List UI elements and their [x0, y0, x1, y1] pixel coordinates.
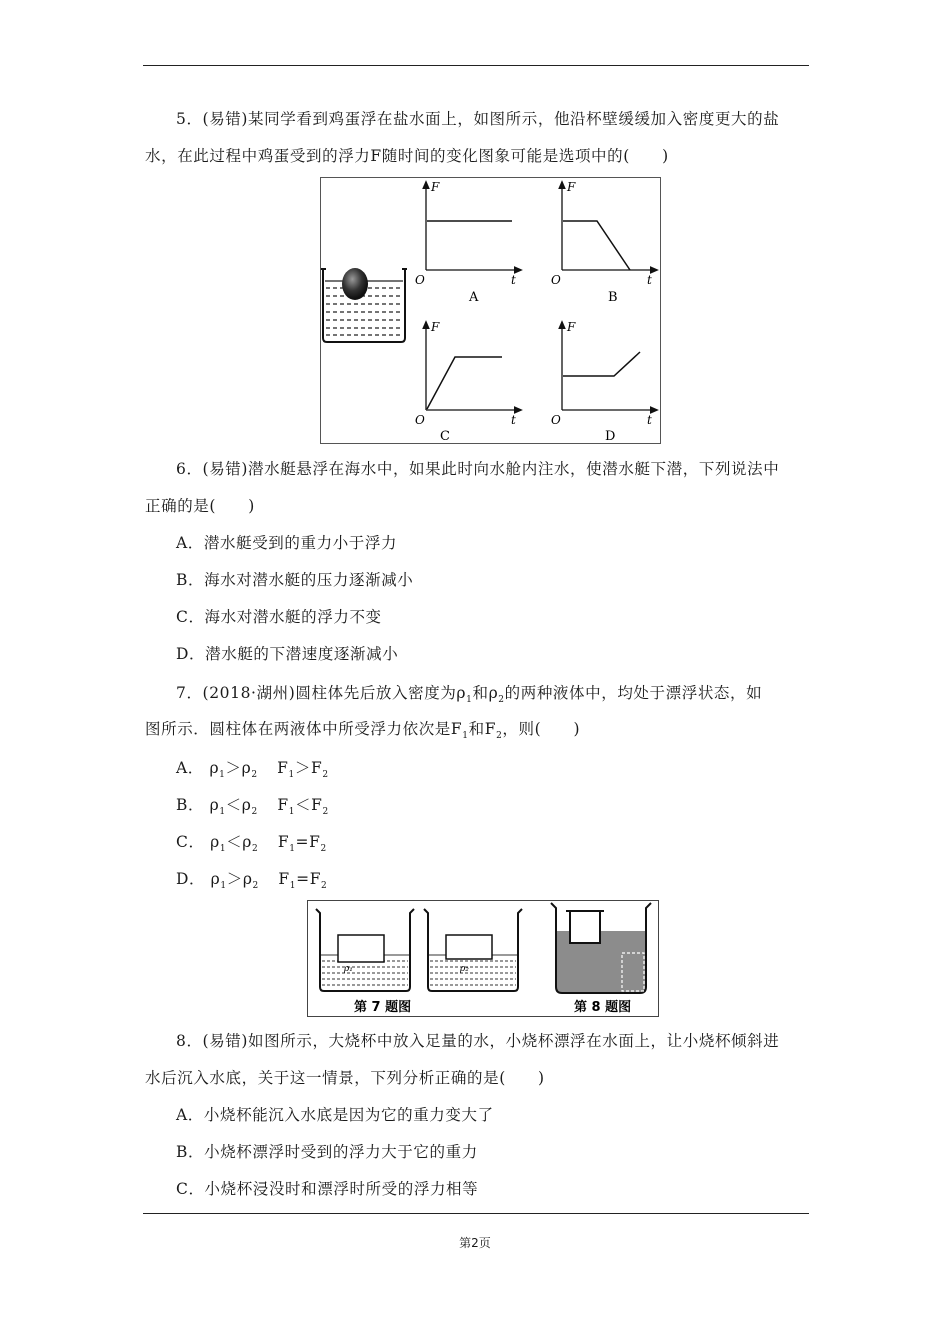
- f-symbol: F: [277, 796, 289, 814]
- graph-d: [551, 320, 655, 443]
- q7-figure-caption: 第 7 题图: [354, 1000, 412, 1015]
- graph-a-origin: O: [415, 273, 425, 287]
- graph-c-x-label: t: [511, 413, 516, 427]
- graph-a-x-label: t: [511, 273, 516, 287]
- q7-option-c: [176, 832, 327, 859]
- f-symbol: F: [309, 833, 321, 851]
- footer-rule: [143, 1213, 809, 1214]
- beaker-rho2: [424, 909, 522, 991]
- q7-option-a-letter: A．: [176, 759, 204, 777]
- q8-option-b: B．小烧杯漂浮时受到的浮力大于它的重力: [176, 1143, 478, 1161]
- graph-d-x-label: t: [647, 413, 652, 427]
- graph-d-line: [563, 352, 640, 376]
- beaker-rho1: [316, 909, 414, 991]
- q7-l2b: 和F: [468, 720, 497, 738]
- rho-symbol: ρ: [242, 870, 253, 888]
- cylinder-2: [446, 935, 492, 959]
- sub: 1: [288, 807, 296, 817]
- relation: ＞: [225, 759, 242, 777]
- q6-option-a: A．潜水艇受到的重力小于浮力: [176, 534, 398, 552]
- graph-c-line: [427, 357, 502, 409]
- q7-option-c-letter: C．: [176, 833, 205, 851]
- sub: 2: [251, 844, 259, 854]
- rho1-label: ρ₁: [344, 964, 353, 974]
- graph-b-caption: B: [608, 290, 618, 305]
- sub: 1: [220, 881, 227, 891]
- graph-b: [551, 180, 655, 305]
- q8-option-a: A．小烧杯能沉入水底是因为它的重力变大了: [176, 1106, 494, 1124]
- q6-stem-line2: 正确的是( ): [145, 497, 255, 515]
- q5-figure-svg: [321, 178, 660, 443]
- rho-symbol: ρ: [241, 796, 252, 814]
- q6-option-d: D．潜水艇的下潜速度逐渐减小: [176, 645, 399, 663]
- sub: 1: [219, 844, 227, 854]
- rho-symbol: ρ: [242, 833, 252, 851]
- graph-c-y-label: F: [431, 320, 440, 334]
- graph-d-caption: D: [605, 429, 616, 443]
- f-symbol: F: [310, 759, 323, 777]
- rho-symbol: ρ: [210, 833, 220, 851]
- q7-option-d: [176, 869, 327, 896]
- rho-symbol: ρ: [241, 759, 252, 777]
- q7-q8-figure-svg: [308, 901, 658, 1016]
- graph-c-caption: C: [440, 429, 450, 443]
- q8-option-c: C．小烧杯浸没时和漂浮时所受的浮力相等: [176, 1180, 479, 1198]
- rho-symbol: ρ: [210, 870, 221, 888]
- q7-option-b-letter: B．: [176, 796, 205, 814]
- q7-sub2: 2: [498, 695, 505, 705]
- sub: 2: [322, 807, 329, 817]
- q5-figure: [320, 177, 661, 444]
- q7-option-a: [176, 758, 329, 785]
- q7-l2a: 图所示．圆柱体在两液体中所受浮力依次是F: [145, 720, 463, 738]
- relation: ＜: [225, 796, 242, 814]
- sub: 1: [289, 881, 297, 891]
- q7-l1b: 和ρ: [472, 684, 499, 702]
- header-rule: [143, 65, 809, 66]
- q7-sub2b: 2: [496, 731, 503, 741]
- large-beaker: [548, 903, 651, 993]
- beaker-with-egg: [321, 268, 407, 342]
- graph-b-origin: O: [551, 273, 561, 287]
- q7-sub1: 1: [466, 695, 473, 705]
- page-number: 第2页: [459, 1236, 491, 1250]
- q7-stem-line2: [145, 719, 810, 746]
- rho2-label: ρ₂: [460, 964, 469, 974]
- f-symbol: F: [277, 833, 290, 851]
- f-symbol: F: [311, 796, 323, 814]
- relation: =: [296, 870, 310, 888]
- q7-option-b: [176, 795, 329, 822]
- q8-stem-line1: 8．(易错)如图所示，大烧杯中放入足量的水，小烧杯漂浮在水面上，让小烧杯倾斜进: [176, 1032, 780, 1050]
- graph-d-origin: O: [551, 413, 561, 427]
- sub: 2: [251, 807, 258, 817]
- f-symbol: F: [277, 759, 289, 777]
- f-symbol: F: [278, 870, 290, 888]
- f-symbol: F: [309, 870, 322, 888]
- q8-figure-caption: 第 8 题图: [574, 1000, 632, 1015]
- q7-l2c: ，则( ): [502, 720, 581, 738]
- q7-l1c: 的两种液体中，均处于漂浮状态，如: [504, 684, 763, 702]
- sub: 2: [252, 881, 259, 891]
- q7-stem-line1: [176, 683, 841, 710]
- sub: 2: [320, 844, 327, 854]
- q7-option-d-letter: D．: [176, 870, 206, 888]
- graph-c-origin: O: [415, 413, 425, 427]
- graph-b-x-label: t: [647, 273, 652, 287]
- graph-a: [415, 180, 519, 305]
- small-beaker-floating: [570, 911, 600, 943]
- graph-b-line: [563, 221, 630, 270]
- sub: 1: [219, 770, 226, 780]
- graph-a-y-label: F: [431, 180, 440, 194]
- egg: [342, 268, 368, 300]
- sub: 1: [219, 807, 226, 817]
- relation: ＜: [226, 833, 243, 851]
- graph-c: [415, 320, 519, 443]
- cylinder-1: [338, 935, 384, 962]
- sub: 2: [321, 881, 328, 891]
- rho-symbol: ρ: [209, 796, 220, 814]
- q7-q8-figure: [307, 900, 659, 1017]
- graph-d-y-label: F: [567, 320, 576, 334]
- sub: 2: [322, 770, 329, 780]
- relation: ＞: [226, 870, 243, 888]
- relation: ＜: [295, 796, 312, 814]
- q6-option-c: C．海水对潜水艇的浮力不变: [176, 608, 382, 626]
- q7-sub1b: 1: [462, 731, 469, 741]
- q8-stem-line2: 水后沉入水底，关于这一情景，下列分析正确的是( ): [145, 1069, 545, 1087]
- relation: ＞: [294, 759, 311, 777]
- graph-b-y-label: F: [567, 180, 576, 194]
- sub: 1: [288, 770, 295, 780]
- graph-a-caption: A: [469, 290, 479, 305]
- q5-stem-line1: 5．(易错)某同学看到鸡蛋浮在盐水面上，如图所示，他沿杯壁缓缓加入密度更大的盐: [176, 110, 780, 128]
- sub: 2: [251, 770, 258, 780]
- q5-stem-line2: 水，在此过程中鸡蛋受到的浮力F随时间的变化图象可能是选项中的( ): [145, 147, 669, 165]
- relation: =: [295, 833, 310, 851]
- rho-symbol: ρ: [209, 759, 220, 777]
- q7-l1a: 7．(2018·湖州)圆柱体先后放入密度为ρ: [176, 684, 467, 702]
- q6-stem-line1: 6．(易错)潜水艇悬浮在海水中，如果此时向水舱内注水，使潜水艇下潜，下列说法中: [176, 460, 780, 478]
- sub: 1: [289, 844, 296, 854]
- q6-option-b: B．海水对潜水艇的压力逐渐减小: [176, 571, 414, 589]
